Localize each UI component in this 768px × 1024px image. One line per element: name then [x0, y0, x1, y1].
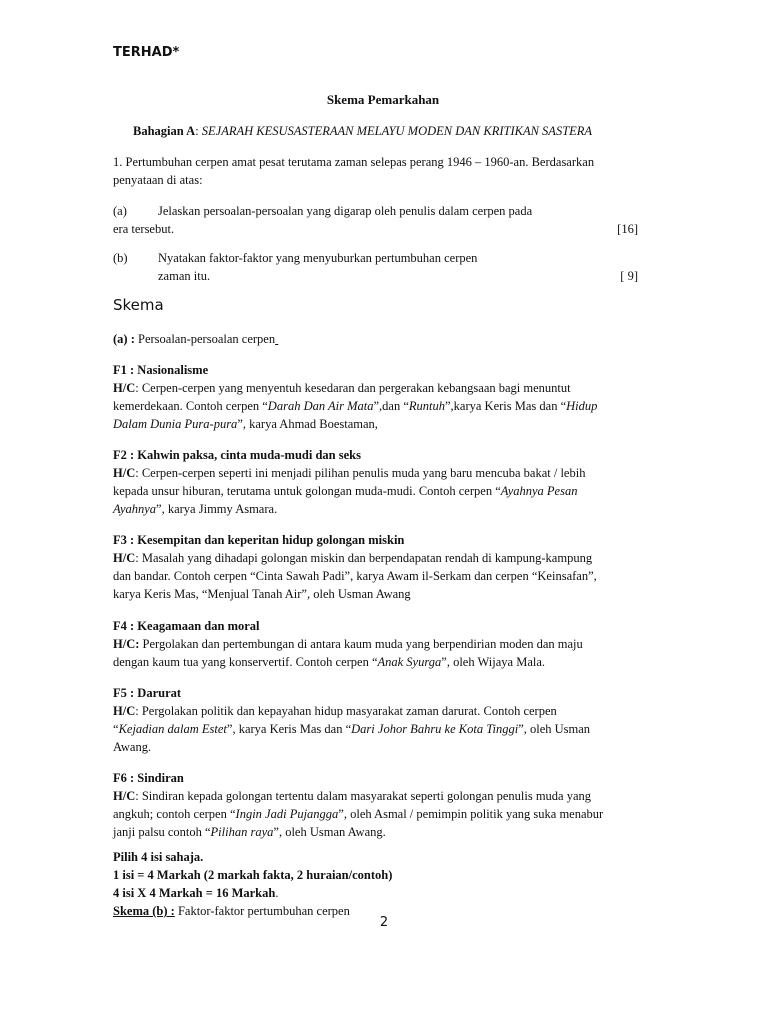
skema-a-line: (a) : Persoalan-persoalan cerpen	[113, 332, 276, 346]
marks-a: [16]	[617, 222, 638, 236]
f5-block: F5 : Darurat H/C: Pergolakan politik dan kepayahan hidup masyarakat zaman darurat. Contoh cerpen “Kejadian dalam Estet”, karya Keris Mas dan “Dari Johor Bahru ke Kota Tinggi”, oleh Usman Awang.	[113, 684, 653, 756]
f1-block: F1 : Nasionalisme H/C: Cerpen-cerpen yang menyentuh kesedaran dan pergerakan kebangsaan bagi menuntut kemerdekaan. Contoh cerpen “Darah Dan Air Mata”,dan “Runtuh”,karya Keris Mas dan “Hidup Dalam Dunia Pura-pura”, karya Ahmad Boestaman,	[113, 361, 653, 433]
marking-rules: Pilih 4 isi sahaja. 1 isi = 4 Markah (2 markah fakta, 2 huraian/contoh) 4 isi X 4 Markah = 16 Markah. Skema (b) : Faktor-faktor pertumbuhan cerpen	[113, 850, 393, 918]
section-label: Bahagian A	[133, 124, 196, 138]
f3-block: F3 : Kesempitan dan keperitan hidup golongan miskin H/C: Masalah yang dihadapi golongan miskin dan berpendapatan rendah di kampung-kampung dan bandar. Contoh cerpen “Cinta Sawah Padi”, karya Awam il-Serkam dan cerpen “Keinsafan”, karya Keris Mas, “Menjual Tanah Air”, oleh Usman Awang	[113, 531, 653, 603]
f2-block: F2 : Kahwin paksa, cinta muda-mudi dan seks H/C: Cerpen-cerpen seperti ini menjadi pilihan penulis muda yang baru mencuba bakat / lebih kepada unsur hiburan, terutama untuk golongan muda-mudi. Contoh cerpen “Ayahnya Pesan Ayahnya”, karya Jimmy Asmara.	[113, 446, 653, 518]
classification-label: TERHAD*	[113, 45, 180, 60]
f6-title: F6 : Sindiran	[113, 771, 184, 785]
page-number: 2	[379, 915, 389, 930]
f1-title: F1 : Nasionalisme	[113, 363, 209, 377]
f3-title: F3 : Kesempitan dan keperitan hidup golongan miskin	[113, 533, 405, 547]
section-heading: Bahagian A: SEJARAH KESUSASTERAAN MELAYU MODEN DAN KRITIKAN SASTERA	[133, 124, 593, 138]
marks-b: [ 9]	[620, 269, 638, 283]
f4-block: F4 : Keagamaan dan moral H/C: Pergolakan dan pertembungan di antara kaum muda yang berpendirian moden dan maju dengan kaum tua yang konservertif. Contoh cerpen “Anak Syurga”, oleh Wijaya Mala.	[113, 617, 653, 671]
f4-title: F4 : Keagamaan dan moral	[113, 619, 260, 633]
question-stem: 1. Pertumbuhan cerpen amat pesat terutama zaman selepas perang 1946 – 1960-an. Berdasarkan penyataan di atas:	[113, 155, 595, 187]
page-title: Skema Pemarkahan	[326, 92, 440, 107]
f6-block: F6 : Sindiran H/C: Sindiran kepada golongan tertentu dalam masyarakat seperti golongan penulis muda yang angkuh; contoh cerpen “Ingin Jadi Pujangga”, oleh Asmal / pemimpin politik yang suka menabur janji palsu contoh “Pilihan raya”, oleh Usman Awang.	[113, 769, 653, 841]
f2-title: F2 : Kahwin paksa, cinta muda-mudi dan seks	[113, 448, 361, 462]
section-title: SEJARAH KESUSASTERAAN MELAYU MODEN DAN KRITIKAN SASTERA	[201, 124, 593, 138]
skema-heading: Skema	[113, 296, 164, 314]
f5-title: F5 : Darurat	[113, 686, 182, 700]
